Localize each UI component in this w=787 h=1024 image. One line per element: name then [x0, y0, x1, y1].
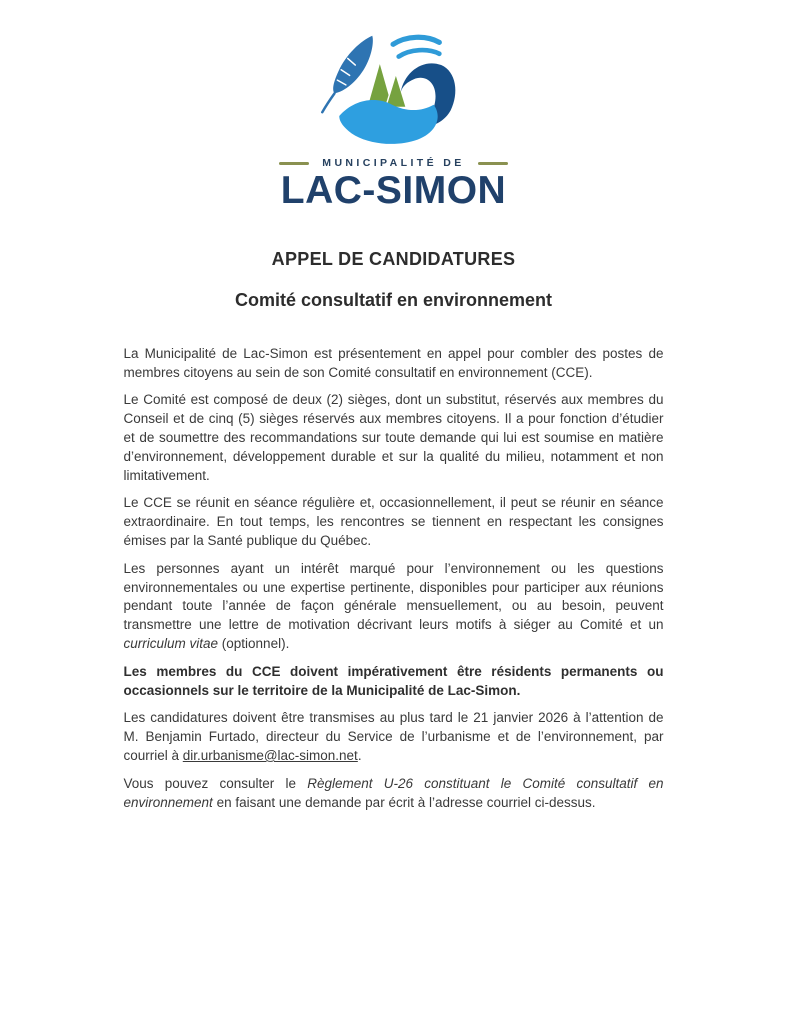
text-segment: Le CCE se réunit en séance régulière et, occasionnellement, il peut se réunir en séance extraordinaire. En tout temps, les rencontres se tiennent en respectant les consignes émises par la Santé publique du Québec. — [123, 495, 664, 549]
lake-wave-icon — [339, 100, 437, 144]
document-subtitle: Comité consultatif en environnement — [234, 289, 553, 310]
paragraph-residency-requirement — [124, 663, 664, 701]
lac-simon-logo-icon — [310, 32, 478, 150]
paragraph-intro — [124, 345, 664, 383]
text-segment: La Municipalité de Lac-Simon est présentement en appel pour combler des postes de membres citoyens au sein de son Comité consultatif en environnement (CCE). — [123, 345, 664, 380]
paragraph-reglement — [124, 775, 664, 813]
text-segment: Vous pouvez consulter le — [123, 775, 308, 791]
text-segment: . — [357, 748, 362, 764]
pine-tree-icon — [385, 74, 406, 108]
text-segment: Les candidatures doivent être transmises au plus tard le 21 janvier 2026 à l’attention de M. Benjamin Furtado, directeur du Service de l’urbanisme et de l’environnement, par courriel à — [123, 710, 664, 764]
paragraph-candidate-profile — [124, 560, 664, 654]
text-segment: curriculum vitae — [123, 636, 219, 652]
text-segment: en faisant une demande par écrit à l’adresse courriel ci-dessus. — [212, 794, 596, 810]
tagline-right-dash — [478, 162, 508, 165]
municipality-logo — [0, 0, 787, 213]
text-segment: Les personnes ayant un intérêt marqué pour l’environnement ou les questions environnementales ou une expertise pertinente, disponibles pour participer aux réunions pendant toute l’année de façon générale mensuellement, ou au besoin, peuvent transmettre une lettre de motivation décrivant leurs motifs à siéger au Comité et un — [123, 560, 664, 633]
wind-line-icon — [393, 37, 439, 44]
logo-tagline-row — [279, 157, 507, 169]
paragraph-meetings — [124, 494, 664, 550]
text-segment: Règlement U-26 constituant le Comité consultatif en environnement — [123, 775, 664, 810]
document-title: APPEL DE CANDIDATURES — [271, 248, 516, 269]
feather-stem — [322, 93, 334, 112]
feather-icon — [333, 36, 373, 94]
paragraph-deadline — [124, 709, 664, 765]
wind-line-icon — [398, 50, 439, 56]
text-segment: (optionnel). — [218, 636, 290, 652]
text-segment: Le Comité est composé de deux (2) sièges, dont un substitut, réservés aux membres du Conseil et de cinq (5) sièges réservés aux membres citoyens. Il a pour fonction d’étudier et de soumettre des recommandations sur toute demande qui lui est soumise en matière d’environnement, développement durable et sur la qualité du milieu, notamment et non limitativement. — [123, 392, 664, 483]
municipality-name: LAC-SIMON — [280, 169, 507, 212]
tagline-left-dash — [279, 162, 309, 165]
document-body — [124, 345, 664, 813]
text-segment: Les membres du CCE doivent impérativement être résidents permanents ou occasionnels sur le territoire de la Municipalité de Lac-Simon. — [123, 663, 664, 698]
logo-tagline: MUNICIPALITÉ DE — [322, 157, 465, 169]
paragraph-committee-composition — [124, 391, 664, 485]
email-link[interactable]: dir.urbanisme@lac-simon.net — [182, 748, 358, 764]
